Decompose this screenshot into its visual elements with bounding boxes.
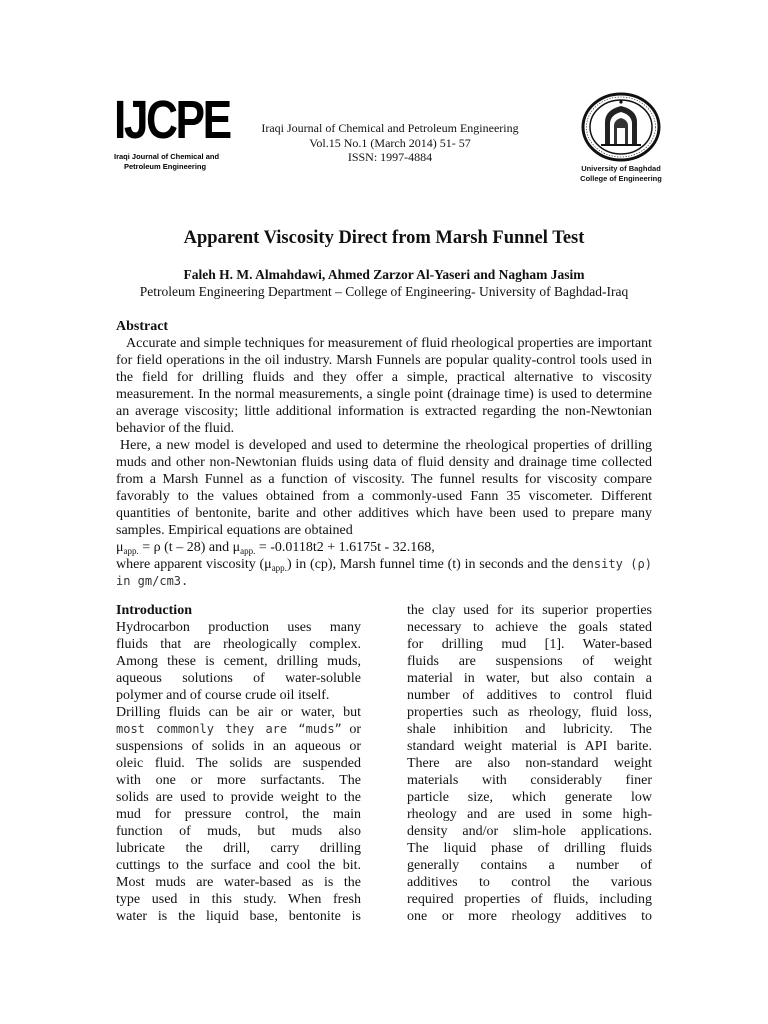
column-line xyxy=(116,721,361,738)
column-line: There are also non-standard weight xyxy=(407,756,652,771)
column-line: additives to control the various xyxy=(407,875,652,890)
column-line: cuttings to the surface and cool the bit. xyxy=(116,858,361,873)
column-line: standard weight material is API barite. xyxy=(407,739,652,754)
journal-volume: Vol.15 No.1 (March 2014) 51- 57 xyxy=(309,135,471,150)
journal-logo xyxy=(114,90,230,172)
column-line: one or more rheology additives to xyxy=(407,909,652,924)
column-line: Hydrocarbon production uses many xyxy=(116,620,361,635)
column-line: fluids are suspensions of weight xyxy=(407,654,652,669)
column-line: required properties of fluids, including xyxy=(407,892,652,907)
introduction-heading: Introduction xyxy=(116,603,192,618)
university-seal-caption-line: University of Baghdad xyxy=(581,164,661,173)
column-line: aqueous solutions of water-soluble xyxy=(116,671,361,686)
column-line: The liquid phase of drilling fluids xyxy=(407,841,652,856)
column-line: suspensions of solids in an aqueous or xyxy=(116,739,361,754)
column-line: the clay used for its superior properties xyxy=(407,603,652,618)
column-line: material in water, but also contain a xyxy=(407,671,652,686)
column-line: polymer and of course crude oil itself. xyxy=(116,688,330,703)
left-column xyxy=(116,602,361,925)
column-line: for drilling mud [1]. Water-based xyxy=(407,637,652,652)
equation-mu-symbol: μ xyxy=(232,540,241,555)
paper-affiliation: Petroleum Engineering Department – College of Engineering- University of Baghdad-Iraq xyxy=(139,284,629,299)
abstract-paragraph: Here, a new model is developed and used to determine the rheological properties of drilling muds and other non-Newtonian fluids using data of fluid density and drainage time collected from a Marsh Funnel as a function of viscosity. The funnel results for viscosity compare favorably to the values obtained from a commonly-used Fann 35 viscometer. Different quantities of bentonite, barite and other additives which have been used to prepare many samples. Empirical equations are obtained xyxy=(116,438,652,538)
column-line: Most muds are water-based as is the xyxy=(116,875,361,890)
equation-text: = ρ (t – 28) and xyxy=(138,540,233,555)
journal-logo-caption xyxy=(114,152,224,172)
column-line-mono: most commonly they are “muds” xyxy=(116,722,342,736)
column-line: density and/or slim-hole applications. xyxy=(407,824,652,839)
column-line: necessary to achieve the goals stated xyxy=(407,620,652,635)
column-line: particle size, which generate low xyxy=(407,790,652,805)
journal-issn: ISSN: 1997-4884 xyxy=(347,150,433,164)
university-seal-caption-line: College of Engineering xyxy=(580,173,662,183)
paper-authors: Faleh H. M. Almahdawi, Ahmed Zarzor Al-Yaseri and Nagham Jasim xyxy=(183,267,585,282)
university-seal-caption xyxy=(566,164,676,183)
equation-mu-symbol: μ xyxy=(116,540,124,555)
equation-subscript: app. xyxy=(123,546,139,556)
abstract-heading: Abstract xyxy=(116,319,169,334)
equation-text: = -0.0118t2 + 1.6175t - 32.168, xyxy=(255,540,435,555)
equation-subscript: app. xyxy=(240,546,256,556)
journal-logo-caption-line: Iraqi Journal of Chemical and xyxy=(114,152,220,161)
abstract-equation xyxy=(116,539,652,556)
equation-mu-symbol: μ xyxy=(264,557,272,572)
column-line: type used in this study. When fresh xyxy=(116,892,361,907)
column-line: shale inhibition and lubricity. The xyxy=(407,722,652,737)
abstract-where-clause xyxy=(116,556,652,590)
journal-logo-mark: IJCPE xyxy=(114,90,230,150)
column-line: oleic fluid. The solids are suspended xyxy=(116,756,361,771)
column-line: properties such as rheology, fluid loss, xyxy=(407,705,652,720)
column-line: with one or more surfactants. The xyxy=(116,773,361,788)
column-line: solids are used to provide weight to the xyxy=(116,790,361,805)
column-line: mud for pressure control, the main xyxy=(116,807,361,822)
university-seal-icon xyxy=(581,92,661,162)
column-line: fluids that are rheologically complex. xyxy=(116,637,361,652)
column-line: Among these is cement, drilling muds, xyxy=(116,654,361,669)
column-line: materials with considerably finer xyxy=(407,773,652,788)
column-line: function of muds, but muds also xyxy=(116,824,361,839)
right-column xyxy=(407,602,652,925)
equation-subscript: app. xyxy=(271,563,287,573)
column-line: lubricate the drill, carry drilling xyxy=(116,841,361,856)
where-text: density (ρ) in gm/cm3. xyxy=(116,557,652,588)
column-line: generally contains a number of xyxy=(407,858,652,873)
journal-citation xyxy=(230,121,550,165)
where-text: ) in (cp), Marsh funnel time (t) in seconds and the xyxy=(286,557,573,572)
journal-logo-caption-line: Petroleum Engineering xyxy=(124,162,207,171)
column-line: number of additives to control fluid xyxy=(407,688,652,703)
abstract-paragraph: Accurate and simple techniques for measurement of fluid rheological properties are important for field operations in the oil industry. Marsh Funnels are popular quality-control tools used in the field for drilling fluids and they offer a simple, practical alternative to viscosity measurement. In the normal measurements, a single point (drainage time) is used to determine an average viscosity; little additional information is extracted regarding the non-Newtonian behavior of the fluid. xyxy=(116,336,652,436)
journal-name: Iraqi Journal of Chemical and Petroleum Engineering xyxy=(261,121,519,135)
abstract-section xyxy=(116,318,652,590)
university-seal xyxy=(566,92,676,183)
column-line: water is the liquid base, bentonite is xyxy=(116,909,361,924)
column-line: rheology and are used in some high- xyxy=(407,807,652,822)
paper-title: Apparent Viscosity Direct from Marsh Funnel Test xyxy=(183,228,585,248)
where-text: where apparent viscosity ( xyxy=(116,557,265,572)
column-line-tail: or xyxy=(341,722,361,737)
column-line: Drilling fluids can be air or water, but xyxy=(116,705,361,720)
